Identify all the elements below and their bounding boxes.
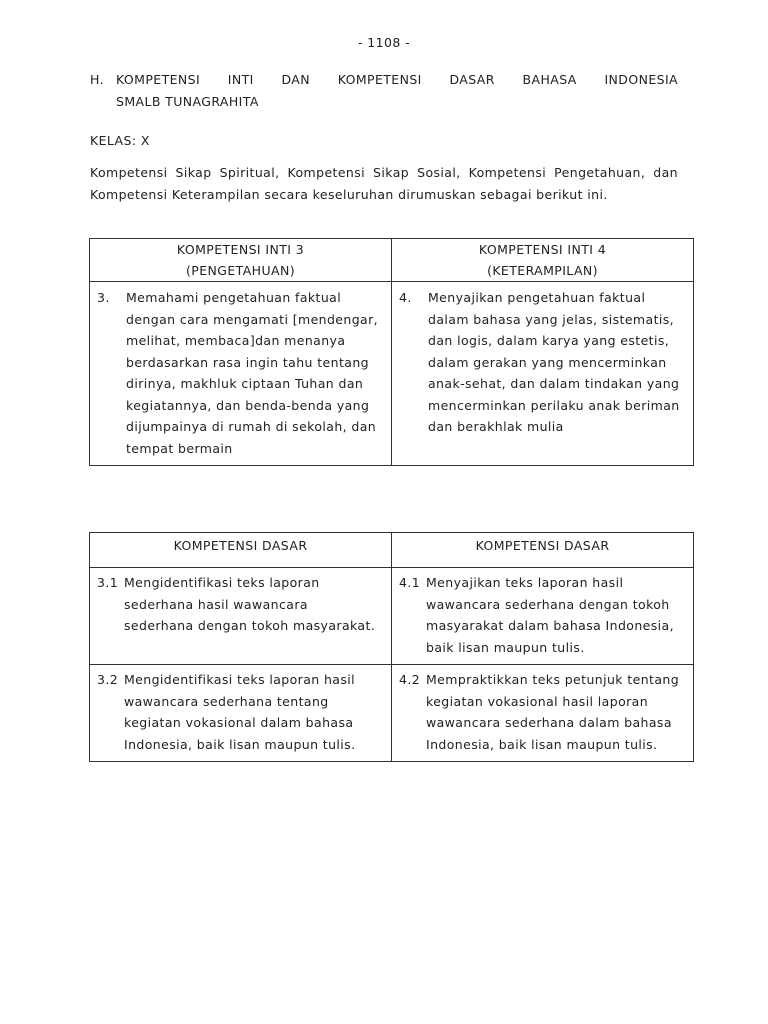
table-cell (392, 282, 694, 466)
table-header-row (90, 239, 694, 282)
table-header-cell (392, 239, 694, 282)
header-title: KOMPETENSI INTI 3 (176, 242, 305, 257)
item-text: Menyajikan pengetahuan faktual dalam bahasa yang jelas, sistematis, dan logis, dalam karya yang estetis, dalam gerakan yang mencerminkan anak-sehat, dan dalam tindakan yang mencerminkan perilaku anak beriman dan berakhlak mulia (428, 290, 680, 434)
item-text: Mempraktikkan teks petunjuk tentang kegiatan vokasional hasil laporan wawancara sederhana dalam bahasa Indonesia, baik lisan maupun tulis. (426, 672, 680, 752)
item-text: Menyajikan teks laporan hasil wawancara sederhana dengan tokoh masyarakat dalam bahasa Indonesia, baik lisan maupun tulis. (426, 575, 674, 655)
table-cell (392, 568, 694, 665)
table-row (90, 665, 694, 762)
item-number: 3. (97, 290, 110, 305)
table-cell (90, 568, 392, 665)
item-number: 4.2 (399, 672, 421, 687)
item-number: 4. (399, 290, 412, 305)
header-title: KOMPETENSI INTI 4 (478, 242, 607, 257)
table-cell (90, 665, 392, 762)
item-number: 4.1 (399, 575, 421, 590)
item-number: 3.1 (97, 575, 119, 590)
basic-competency-table (89, 532, 694, 762)
item-text: Mengidentifikasi teks laporan hasil wawancara sederhana tentang kegiatan vokasional dalam bahasa Indonesia, baik lisan maupun tulis. (124, 672, 356, 752)
page-number: - 1108 - (358, 35, 410, 50)
table-cell (392, 665, 694, 762)
item-text: Mengidentifikasi teks laporan sederhana hasil wawancara sederhana dengan tokoh masyarakat. (124, 575, 376, 633)
item-text: Memahami pengetahuan faktual dengan cara mengamati [mendengar, melihat, membaca]dan menanya berdasarkan rasa ingin tahu tentang dirinya, makhluk ciptaan Tuhan dan kegiatannya, dan benda-benda yang dijumpainya di rumah di sekolah, dan tempat bermain (126, 290, 379, 456)
table-row (90, 568, 694, 665)
table-header-row (90, 533, 694, 568)
class-label: KELAS: X (90, 133, 150, 148)
section-title-line2: SMALB TUNAGRAHITA (116, 94, 259, 109)
core-competency-table (89, 238, 694, 466)
section-title-line1: KOMPETENSI INTI DAN KOMPETENSI DASAR BAHASA INDONESIA (116, 72, 678, 87)
header-subtitle: (KETERAMPILAN) (487, 263, 598, 278)
table-header-cell: KOMPETENSI DASAR (90, 533, 392, 568)
section-heading (90, 69, 678, 113)
table-cell (90, 282, 392, 466)
table-row (90, 282, 694, 466)
table-header-cell: KOMPETENSI DASAR (392, 533, 694, 568)
item-number: 3.2 (97, 672, 119, 687)
table-header-cell (90, 239, 392, 282)
header-subtitle: (PENGETAHUAN) (186, 263, 295, 278)
intro-paragraph: Kompetensi Sikap Spiritual, Kompetensi Sikap Sosial, Kompetensi Pengetahuan, dan Kompetensi Keterampilan secara keseluruhan dirumuskan sebagai berikut ini. (90, 165, 678, 202)
section-letter: H. (90, 72, 104, 87)
